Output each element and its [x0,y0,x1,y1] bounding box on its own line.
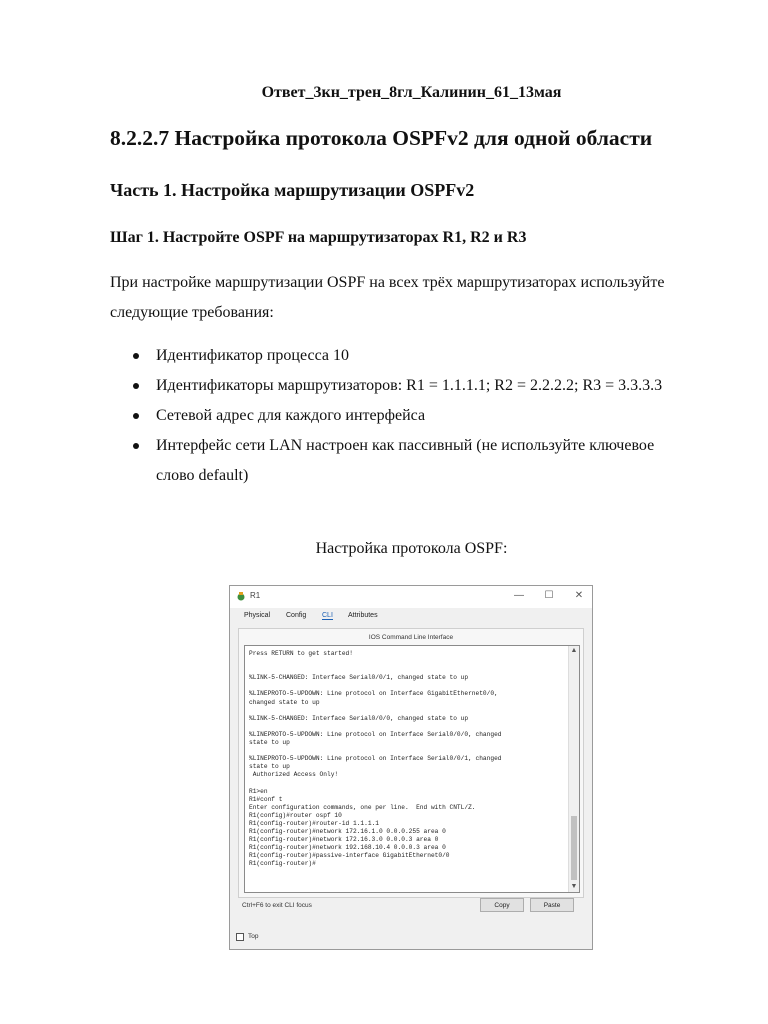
panel-title: IOS Command Line Interface [368,634,454,641]
tab-cli[interactable]: CLI [322,612,333,619]
list-item [110,401,680,431]
step-heading: Шаг 1. Настройте OSPF на маршрутизаторах R1, R2 и R3 [110,229,527,246]
scroll-down-icon[interactable]: ▼ [570,883,578,890]
tab-attributes[interactable]: Attributes [348,612,378,619]
requirements-list [110,341,680,491]
bullet-icon [133,353,139,359]
list-item [110,371,680,401]
scroll-up-icon[interactable]: ▲ [570,647,578,654]
list-item [110,341,680,371]
minimize-button[interactable]: — [514,590,524,601]
cli-panel [238,628,584,898]
list-item-text: Идентификаторы маршрутизаторов: R1 = 1.1.1.1; R2 = 2.2.2.2; R3 = 3.3.3.3 [156,377,663,394]
maximize-button[interactable]: ☐ [544,590,554,601]
top-checkbox-label: Top [248,933,259,940]
intro-paragraph: При настройке маршрутизации OSPF на всех трёх маршрутизаторах используйте следующие требования: [110,274,665,321]
console-output: Press RETURN to get started! %LINK-5-CHANGED: Interface Serial0/0/1, changed state to up %LINEPROTO-5-UPDOWN: Line protocol on Interface GigabitEthernet0/0, changed state to up %LINK-5-CHANGED: Interface Serial0/0/0, changed state to up %LINEPROTO-5-UPDOWN: Line protocol on Interface Serial0/0/0, changed state to up %LINEPROTO-5-UPDOWN: Line protocol on Interface Serial0/0/1, changed state to up Authorized Access Only! R1>en R1#conf t Enter configuration commands, one per line. End with CNTL/Z. R1(config)#router ospf 10 R1(config-router)#router-id 1.1.1.1 R1(config-router)#network 172.16.1.0 0.0.0.255 area 0 R1(config-router)#network 172.16.3.0 0.0.0.3 area 0 R1(config-router)#network 192.168.10.4 0.0.0.3 area 0 R1(config-router)#passive-interface GigabitEthernet0/0 R1(config-router)# [249,650,502,868]
copy-button[interactable]: Copy [480,898,524,912]
tab-config[interactable]: Config [286,612,307,619]
tab-physical[interactable]: Physical [244,612,271,619]
list-item-text: Сетевой адрес для каждого интерфейса [156,407,426,424]
title-bar [230,586,592,608]
top-checkbox[interactable] [236,933,244,941]
document-title: 8.2.2.7 Настройка протокола OSPFv2 для одной области [110,126,653,150]
console-area[interactable] [244,645,580,893]
tab-bar [230,608,592,626]
document-header: Ответ_3кн_трен_8гл_Калинин_61_13мая [261,84,562,101]
router-app-icon [236,591,246,601]
scrollbar[interactable] [568,646,579,892]
figure-caption: Настройка протокола OSPF: [315,540,508,557]
window-title: R1 [250,591,261,600]
scroll-thumb[interactable] [571,816,577,880]
bullet-icon [133,383,139,389]
close-button[interactable]: ✕ [574,590,584,601]
list-item-text: Интерфейс сети LAN настроен как пассивный (не используйте ключевое слово default) [156,437,655,484]
list-item-text: Идентификатор процесса 10 [156,347,349,364]
bullet-icon [133,443,139,449]
cli-focus-hint: Ctrl+F6 to exit CLI focus [242,902,312,909]
list-item [110,431,680,491]
paste-button[interactable]: Paste [530,898,574,912]
router-window [229,585,593,950]
bullet-icon [133,413,139,419]
part-heading: Часть 1. Настройка маршрутизации OSPFv2 [110,180,475,200]
